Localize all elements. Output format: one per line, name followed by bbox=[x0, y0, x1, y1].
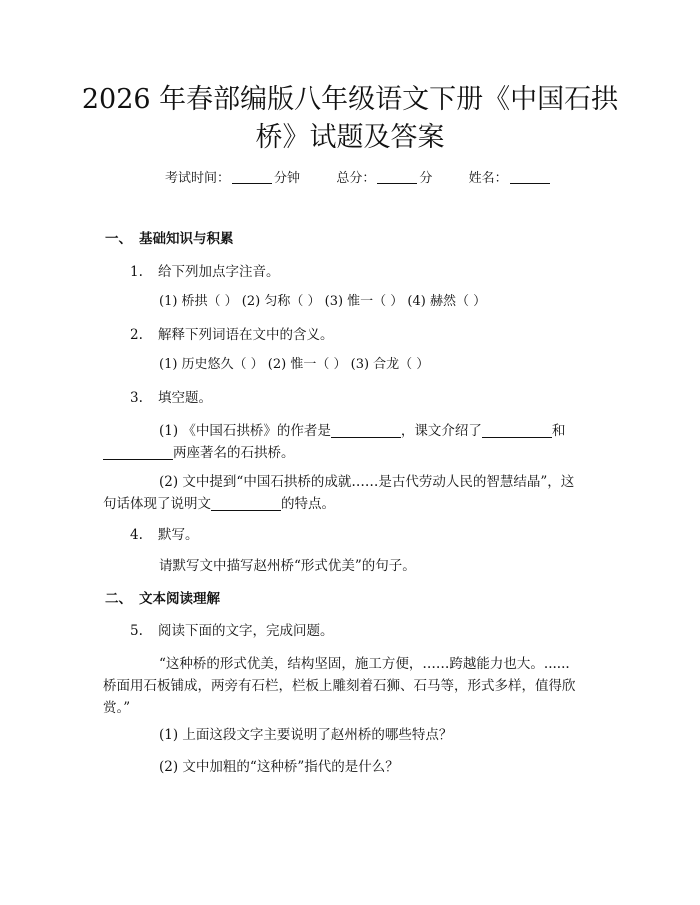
sub1-text-d: 两座著名的石拱桥。 bbox=[173, 445, 295, 461]
question-3-sub2-line2 bbox=[103, 494, 335, 514]
question-text: 解释下列词语在文中的含义。 bbox=[158, 327, 334, 343]
question-text: 默写。 bbox=[158, 527, 199, 543]
score-label: 总分： bbox=[336, 171, 376, 186]
time-label: 考试时间： bbox=[165, 171, 231, 186]
bridge1-blank[interactable] bbox=[482, 423, 552, 438]
feature-blank[interactable] bbox=[211, 496, 281, 511]
name-blank[interactable] bbox=[510, 171, 550, 184]
section-title: 基础知识与积累 bbox=[139, 231, 234, 247]
time-unit: 分钟 bbox=[274, 171, 301, 186]
section-number: 二、 bbox=[105, 591, 132, 607]
question-1 bbox=[130, 262, 280, 282]
question-4-prompt: 请默写文中描写赵州桥“形式优美”的句子。 bbox=[159, 558, 416, 574]
question-1-items: (1) 桥拱（ ） (2) 匀称（ ） (3) 惟一（ ） (4) 赫然（ ） bbox=[159, 294, 487, 309]
question-number: 1. bbox=[130, 264, 143, 280]
section-heading-2 bbox=[105, 589, 220, 609]
question-text: 阅读下面的文字，完成问题。 bbox=[158, 623, 334, 639]
score-unit: 分 bbox=[419, 171, 433, 186]
author-blank[interactable] bbox=[331, 423, 401, 438]
question-text: 填空题。 bbox=[158, 390, 212, 406]
exam-meta bbox=[165, 170, 552, 188]
section-title: 文本阅读理解 bbox=[139, 591, 220, 607]
sub1-text-a: (1) 《中国石拱桥》的作者是 bbox=[159, 423, 331, 439]
sub1-text-b: ，课文介绍了 bbox=[400, 423, 482, 439]
bridge2-blank[interactable] bbox=[103, 445, 173, 460]
question-2-items: (1) 历史悠久（ ） (2) 惟一（ ） (3) 合龙（ ） bbox=[159, 357, 430, 372]
sub1-text-c: 和 bbox=[551, 423, 566, 439]
sub2-text-b: 句话体现了说明文 bbox=[103, 496, 211, 512]
name-label: 姓名： bbox=[468, 171, 508, 186]
question-text: 给下列加点字注音。 bbox=[158, 264, 280, 280]
question-3-sub2-line1: (2) 文中提到“中国石拱桥的成就……是古代劳动人民的智慧结晶”，这 bbox=[159, 474, 575, 490]
question-4 bbox=[130, 525, 199, 545]
time-blank[interactable] bbox=[232, 171, 272, 184]
passage-line-3: 赏。” bbox=[103, 700, 131, 716]
page-title-line2: 桥》试题及答案 bbox=[255, 122, 445, 153]
question-number: 3. bbox=[130, 390, 143, 406]
question-2 bbox=[130, 325, 334, 345]
section-heading-1 bbox=[105, 229, 234, 249]
question-5 bbox=[130, 621, 334, 641]
page-title-line1: 2026 年春部编版八年级语文下册《中国石拱 bbox=[81, 84, 619, 115]
question-5-sub2: (2) 文中加粗的“这种桥”指代的是什么？ bbox=[159, 759, 399, 775]
question-number: 4. bbox=[130, 527, 143, 543]
question-number: 5. bbox=[130, 623, 143, 639]
question-3 bbox=[130, 388, 212, 408]
passage-line-2: 桥面用石板铺成，两旁有石栏，栏板上雕刻着石狮、石马等，形式多样，值得欣 bbox=[103, 678, 576, 694]
score-blank[interactable] bbox=[377, 171, 417, 184]
question-5-sub1: (1) 上面这段文字主要说明了赵州桥的哪些特点？ bbox=[159, 727, 453, 743]
question-3-sub1-line2 bbox=[103, 443, 295, 463]
question-number: 2. bbox=[130, 327, 143, 343]
sub2-text-c: 的特点。 bbox=[281, 496, 335, 512]
passage-line-1: “这种桥的形式优美，结构坚固，施工方便，……跨越能力也大。...... bbox=[159, 656, 570, 672]
question-3-sub1-line1 bbox=[159, 421, 565, 441]
section-number: 一、 bbox=[105, 231, 132, 247]
